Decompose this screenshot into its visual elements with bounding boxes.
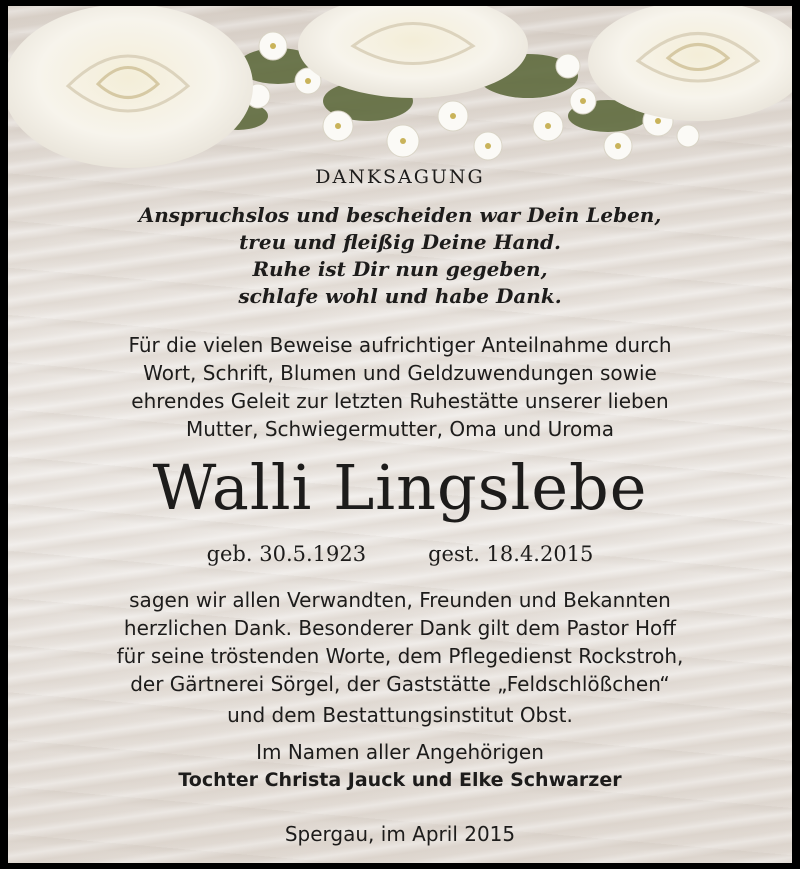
notice-heading: DANKSAGUNG [315, 166, 485, 188]
closing-line: Im Namen aller Angehörigen [256, 740, 544, 764]
poem [8, 202, 792, 310]
thanks-line: der Gärtnerei Sörgel, der Gaststätte „Feldschlößchen“ [130, 672, 670, 696]
birth-date: geb. 30.5.1923 [206, 542, 367, 566]
thanks-line: sagen wir allen Verwandten, Freunden und Bekannten [129, 588, 671, 612]
notice-card [8, 6, 792, 863]
thanks-paragraph [8, 586, 792, 698]
death-date: gest. 18.4.2015 [428, 542, 594, 566]
intro-line: Wort, Schrift, Blumen und Geldzuwendungen sowie [143, 361, 657, 385]
poem-line: schlafe wohl und habe Dank. [238, 284, 562, 308]
thanks-last-line: und dem Bestattungsinstitut Obst. [227, 703, 573, 727]
poem-line: Ruhe ist Dir nun gegeben, [252, 257, 548, 281]
intro-line: Für die vielen Beweise aufrichtiger Anteilnahme durch [128, 333, 672, 357]
rose-left [8, 6, 253, 168]
signers: Tochter Christa Jauck und Elke Schwarzer [178, 769, 622, 791]
place-and-date: Spergau, im April 2015 [284, 822, 516, 846]
intro-paragraph [8, 331, 792, 443]
thanks-line: herzlichen Dank. Besonderer Dank gilt dem Pastor Hoff [123, 616, 677, 640]
poem-line: Anspruchslos und bescheiden war Dein Leben, [138, 203, 662, 227]
life-dates [8, 542, 792, 566]
intro-line: ehrendes Geleit zur letzten Ruhestätte unserer lieben [131, 389, 669, 413]
thanks-line: für seine tröstenden Worte, dem Pflegedienst Rockstroh, [116, 644, 684, 668]
deceased-name: Walli Lingslebe [152, 451, 648, 524]
intro-line: Mutter, Schwiegermutter, Oma und Uroma [185, 417, 615, 441]
poem-line: treu und fleißig Deine Hand. [239, 230, 561, 254]
white-roses-image [8, 6, 792, 181]
